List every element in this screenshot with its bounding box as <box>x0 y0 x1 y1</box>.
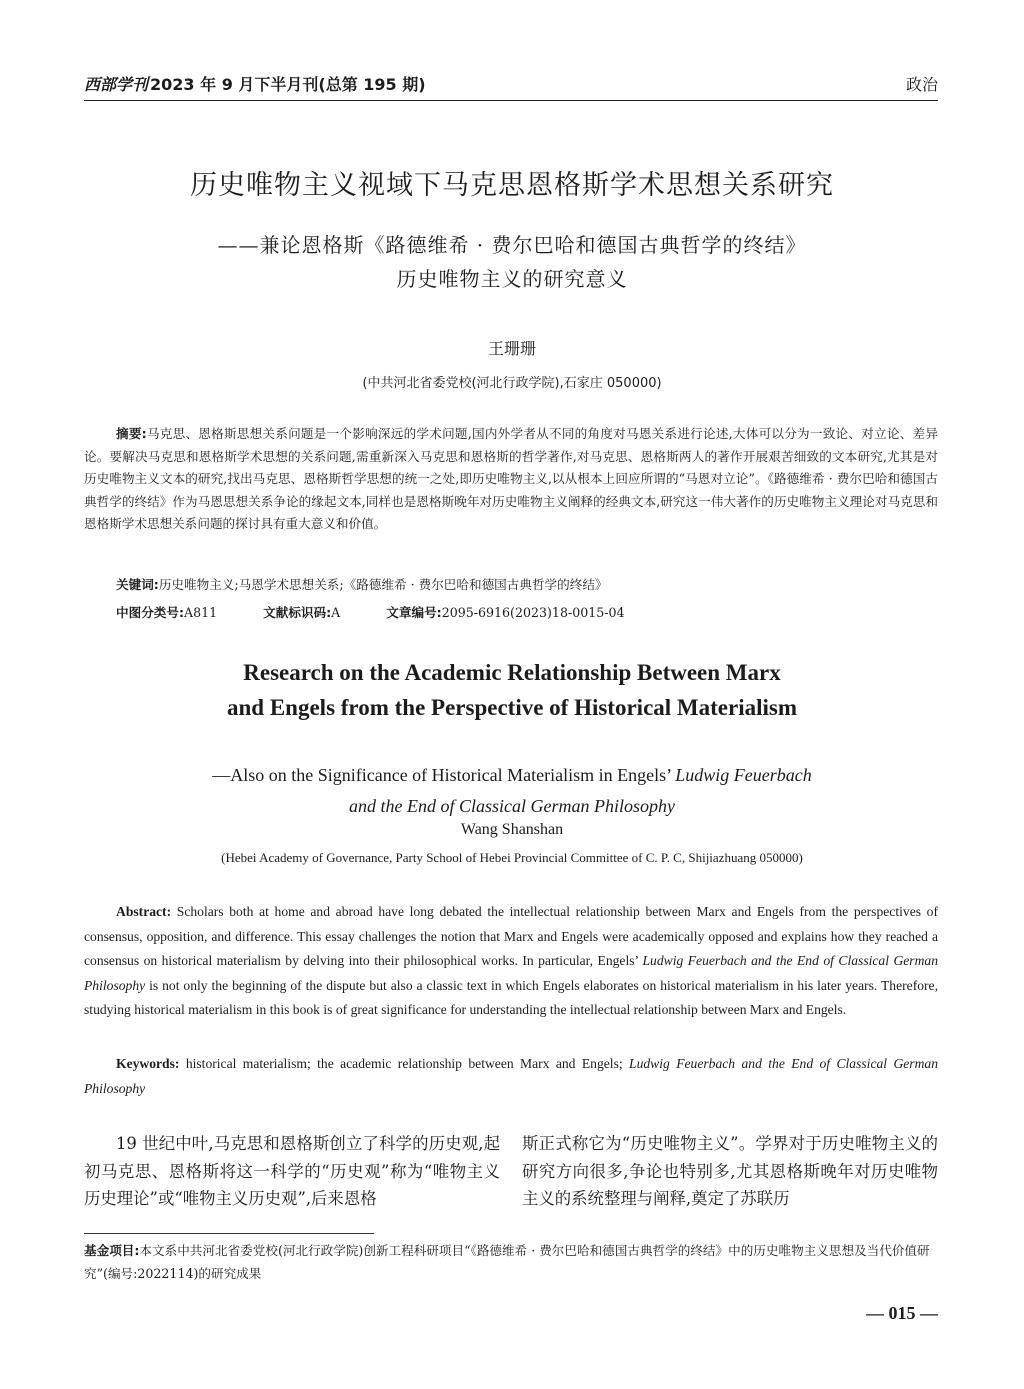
funding-text: 本文系中共河北省委党校(河北行政学院)创新工程科研项目“《路德维希 · 费尔巴哈和德国古典哲学的终结》中的历史唯物主义思想及当代价值研究”(编号:2022114)的研究成果 <box>84 1243 930 1281</box>
journal-logo: 西部学刊 <box>84 75 149 94</box>
abstract-indent <box>84 426 116 441</box>
english-abstract <box>84 900 938 1023</box>
journal-issue <box>84 72 426 95</box>
chinese-abstract <box>84 423 938 536</box>
english-abstract-part2: is not only the beginning of the dispute but also a classic text in which Engels elaborates on historical materialism in his later years. Therefore, studying historical materialism in this book is of great significance for understanding the intellectual relationship between Marx and Engels. <box>84 977 938 1018</box>
chinese-subtitle-line2: 历史唯物主义的研究意义 <box>396 267 628 291</box>
clc-value: A811 <box>184 605 218 620</box>
funding-footnote <box>84 1239 938 1285</box>
issue-info: 2023 年 9 月下半月刊(总第 195 期) <box>150 75 426 94</box>
body-text-left: 19 世纪中叶,马克思和恩格斯创立了科学的历史观,起初马克思、恩格斯将这一科学的“历史观”称为“唯物主义历史理论”或“唯物主义历史观”,后来恩格 <box>84 1134 500 1208</box>
clc-label: 中图分类号: <box>116 605 185 620</box>
running-header <box>84 70 938 101</box>
chinese-keywords-text: 历史唯物主义;马恩学术思想关系;《路德维希 · 费尔巴哈和德国古典哲学的终结》 <box>158 577 608 592</box>
english-title-line1: Research on the Academic Relationship Between Marx <box>243 660 781 685</box>
english-keywords <box>84 1052 938 1101</box>
english-subtitle-italic1: Ludwig Feuerbach <box>675 765 812 785</box>
classification-line <box>116 602 625 621</box>
article-number-value: 2095-6916(2023)18-0015-04 <box>441 605 625 620</box>
chinese-keywords-label: 关键词: <box>116 577 159 592</box>
english-author: Wang Shanshan <box>460 821 564 838</box>
article-number-label: 文章编号: <box>386 605 442 620</box>
english-subtitle <box>0 760 1024 822</box>
chinese-abstract-text: 马克思、恩格斯思想关系问题是一个影响深远的学术问题,国内外学者从不同的角度对马恩关系进行论述,大体可以分为一致论、对立论、差异论。要解决马克思和恩格斯学术思想的关系问题,需重新深入马克思和恩格斯的哲学著作,对马克思、恩格斯两人的著作开展艰苦细致的文本研究,尤其是对历史唯物主义文本的研究,找出马克思、恩格斯哲学思想的统一之处,即历史唯物主义,以从根本上回应所谓的“马恩对立论”。《路德维希 · 费尔巴哈和德国古典哲学的终结》作为马恩思想关系争论的缘起文本,同样也是恩格斯晚年对历史唯物主义阐释的经典文本,研究这一伟大著作的历史唯物主义理论对马克思和恩格斯学术思想关系问题的探讨具有重大意义和价值。 <box>84 426 938 531</box>
english-keywords-plain: historical materialism; the academic relationship between Marx and Engels; <box>179 1056 630 1071</box>
english-abstract-italic: Ludwig Feuerbach and the End of Classical German Philosophy <box>84 953 939 993</box>
chinese-keywords <box>116 574 608 593</box>
english-affiliation: (Hebei Academy of Governance, Party School of Hebei Provincial Committee of C. P. C, Shijiazhuang 050000) <box>221 850 803 865</box>
english-subtitle-plain: —Also on the Significance of Historical Materialism in Engels’ <box>212 765 676 785</box>
english-abstract-label: Abstract: <box>116 904 172 919</box>
page-number: — 015 — <box>866 1303 938 1323</box>
chinese-title: 历史唯物主义视域下马克思恩格斯学术思想关系研究 <box>190 170 834 201</box>
paragraph-indent <box>84 1134 116 1153</box>
english-title <box>0 655 1024 725</box>
english-abstract-indent <box>84 904 116 919</box>
footnote-divider <box>84 1233 374 1234</box>
doc-code-label: 文献标识码: <box>263 605 332 620</box>
english-abstract-part1: Scholars both at home and abroad have long debated the intellectual relationship between Marx and Engels from the perspectives of consensus, opposition, and difference. This essay challenges the notion that Marx and Engels were academically opposed and explains how they reached a consensus on historical materialism by delving into their philosophical works. In particular, Engels’ <box>84 904 938 969</box>
body-column-right: 斯正式称它为“历史唯物主义”。学界对于历史唯物主义的研究方向很多,争论也特别多,尤其恩格斯晚年对历史唯物主义的系统整理与阐释,奠定了苏联历 <box>522 1134 938 1208</box>
body-column-left <box>84 1130 500 1213</box>
chinese-affiliation: (中共河北省委党校(河北行政学院),石家庄 050000) <box>362 376 662 391</box>
english-keywords-label: Keywords: <box>116 1056 180 1071</box>
chinese-abstract-label: 摘要: <box>116 426 147 441</box>
chinese-author: 王珊珊 <box>487 339 536 358</box>
chinese-subtitle-line1: ——兼论恩格斯《路德维希 · 费尔巴哈和德国古典哲学的终结》 <box>217 233 807 257</box>
funding-label: 基金项目: <box>84 1243 140 1258</box>
english-keywords-italic: Ludwig Feuerbach and the End of Classical German Philosophy <box>84 1056 938 1096</box>
english-subtitle-italic2: and the End of Classical German Philosophy <box>349 796 675 816</box>
english-title-line2: and Engels from the Perspective of Historical Materialism <box>227 695 797 720</box>
doc-code-value: A <box>331 605 341 620</box>
english-keywords-indent <box>84 1056 116 1071</box>
section-name: 政治 <box>905 75 938 94</box>
